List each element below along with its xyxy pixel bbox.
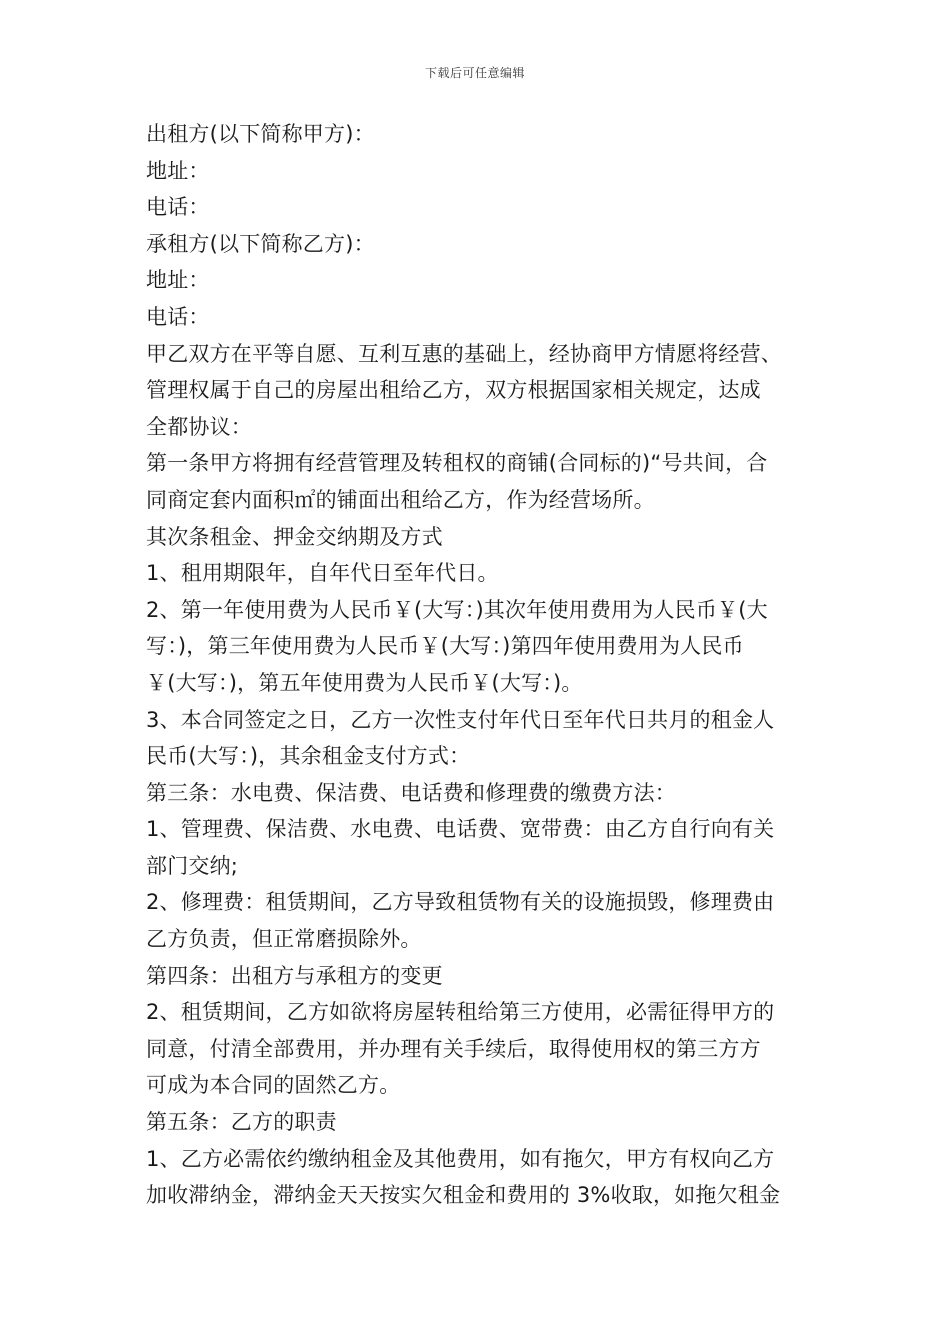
text-line: 可成为本合同的固然乙方。: [146, 1073, 401, 1098]
text-line: 电话：: [146, 195, 210, 220]
text-line: 加收滞纳金，滞纳金天天按实欠租金和费用的 3%收取，如拖欠租金: [146, 1183, 781, 1208]
text-line: 第三条：水电费、保洁费、电话费和修理费的缴费方法：: [146, 780, 676, 805]
text-line: 2、租赁期间，乙方如欲将房屋转租给第三方使用，必需征得甲方的: [146, 1000, 775, 1025]
text-line: 全都协议：: [146, 414, 252, 439]
text-line: 部门交纳;: [146, 853, 239, 878]
text-line: 甲乙双方在平等自愿、互利互惠的基础上，经协商甲方情愿将经营、: [146, 341, 782, 366]
text-line: 1、乙方必需依约缴纳租金及其他费用，如有拖欠，甲方有权向乙方: [146, 1146, 775, 1171]
text-line: 2、修理费：租赁期间，乙方导致租赁物有关的设施损毁，修理费由: [146, 890, 775, 915]
text-line: 3、本合同签定之日，乙方一次性支付年代日至年代日共月的租金人: [146, 707, 775, 732]
text-line: 其次条租金、押金交纳期及方式: [146, 524, 443, 549]
document-body: [146, 116, 816, 1214]
text-line: 同意，付清全部费用，并办理有关手续后，取得使用权的第三方方: [146, 1036, 761, 1061]
text-line: 第四条：出租方与承租方的变更: [146, 963, 443, 988]
text-line: 第一条甲方将拥有经营管理及转租权的商铺(合同标的)“号共间，合: [146, 451, 768, 476]
text-line: 出租方(以下简称甲方)：: [146, 122, 375, 146]
text-line: 地址：: [146, 268, 210, 293]
text-line: 2、第一年使用费为人民币￥(大写：)其次年使用费用为人民币￥(大: [146, 597, 768, 622]
text-line: 电话：: [146, 304, 210, 329]
text-line: 写：)，第三年使用费为人民币￥(大写：)第四年使用费用为人民币: [146, 634, 744, 659]
text-line: 承租方(以下简称乙方)：: [146, 231, 375, 256]
text-line: 第五条：乙方的职责: [146, 1110, 337, 1135]
text-line: 1、租用期限年，自年代日至年代日。: [146, 561, 499, 586]
text-line: 乙方负责，但正常磨损除外。: [146, 927, 422, 952]
page-header: 下载后可任意编辑: [424, 66, 525, 80]
text-line: 地址：: [146, 158, 210, 183]
text-line: 民币(大写：)，其余租金支付方式：: [146, 744, 471, 769]
text-line: 1、管理费、保洁费、水电费、电话费、宽带费：由乙方自行向有关: [146, 817, 775, 842]
text-line: ￥(大写：)，第五年使用费为人民币￥(大写：)。: [146, 670, 583, 695]
text-line: 管理权属于自己的房屋出租给乙方，双方根据国家相关规定，达成: [146, 378, 761, 403]
text-line: 同商定套内面积㎡的铺面出租给乙方，作为经营场所。: [146, 487, 655, 512]
